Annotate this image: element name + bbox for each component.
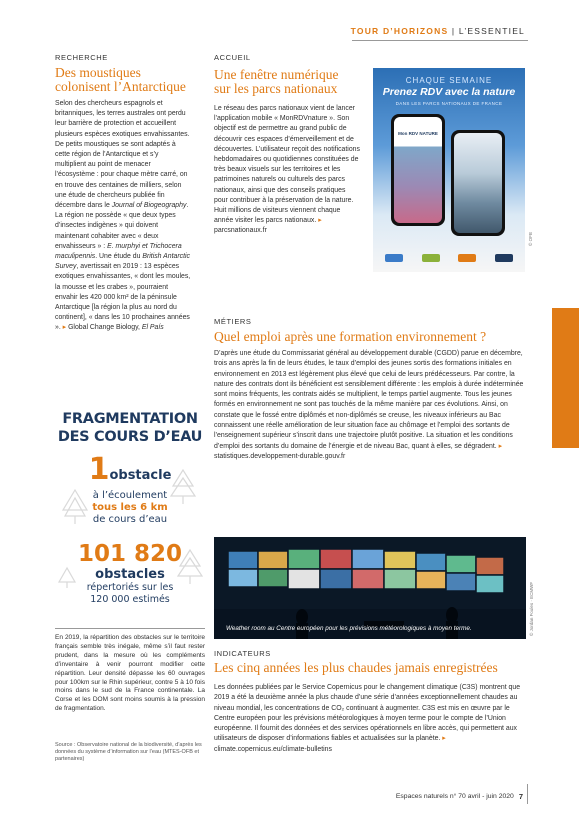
- recherche-body-p3: . Une étude du: [95, 253, 141, 261]
- accueil-title-line2: sur les parcs nationaux: [214, 81, 338, 96]
- accueil-body: Le réseau des parcs nationaux vient de lancer l’application mobile « MonRDVnature ». Son objectif est de permettre au grand public de découvrir ces espaces d’émerveillement et de découvertes. L’utilisateur reçoit des notifications hebdomadaires ou quotidiennes constituées de très beaux visuels sur les territoires et les patrimoines naturels ou culturels des parcs nationaux, ainsi que des conseils pratiques pour contribuer à la préservation de la nature. Huit millions de visiteurs viennent chaque année visiter les parcs nationaux. ▸ parcsnationaux.fr: [214, 105, 360, 235]
- stat1-line3: tous les 6 km: [92, 502, 168, 513]
- stat2: [55, 541, 205, 606]
- infographic-body: En 2019, la répartition des obstacles sur le territoire français semble très inégale, même s’il faut rester prudent, dans la mesure où les compléments d’inventaire à venir pourront modifier cette répartition. Leur densité dépasse les 60 ouvrages pour 100km sur le Rhin supérieur, contre 5 à 10 fois moins dans le sud de la France continentale. La Corse et les DOM sont moins soumis à la pression de fragmentation.: [55, 634, 205, 713]
- metiers-body: D’après une étude du Commissariat général au développement durable (CGDD) parue en décembre, trois ans après la fin de leurs études, le taux d’emploi des jeunes sortis des formations initiales en environnement en 2013 est légèrement plus élevé que celui de leurs prédécesseurs. Par contre, la nature des contrats dont ils bénéficient est sensiblement différente : les emplois à durée indéterminée sont moins fréquents, les contrats aidés se multiplient, le temps partiel augmente. Tous les jeunes formés en environnement ne sont pas touchés de la même manière par ces évolutions. Ainsi, on constate que le fossé entre diplômés et non-diplômés se creuse, les niveaux inférieurs au Bac connaissent une réelle amélioration de leur situation face au chômage et l’emploi des sortants de l’enseignement supérieur s’inscrit dans une trajectoire plutôt positive. La situation et les conditions d’emploi des sortants du domaine de l’énergie et de niveau Bac, quant à elles, se dégradent. ▸ statistiques.developpement-durable.gouv.fr: [214, 350, 524, 460]
- photo-caption: Weather room au Centre européen pour les prévisions météorologiques à moyen terme.: [226, 625, 472, 632]
- header-subsection: L’ESSENTIEL: [458, 26, 525, 36]
- recherche-title: [55, 66, 191, 94]
- metiers-title: Quel emploi après une formation environnement ?: [214, 329, 487, 344]
- stat2-word: obstacles: [95, 567, 165, 582]
- poster-line1: CHAQUE SEMAINE: [405, 76, 493, 85]
- phone-mockup-left: [391, 114, 445, 226]
- recherche-body-p1: Selon des chercheurs espagnols et britanniques, les terres australes ont perdu leur barrière de protection et accueillent plusieurs espèces exotiques envahissantes. De petits moustiques se sont adaptés à cette région de l’Antarctique et s’y multiplient au point de menacer l’écosystème : pour chaque mètre carré, on en trouve des centaines de milliers, selon une étude de chercheurs publiée fin décembre dans le: [55, 100, 190, 210]
- metiers-body-text: D’après une étude du Commissariat général au développement durable (CGDD) parue en décembre, trois ans après la fin de leurs études, le taux d’emploi des jeunes sortis des formations initiales en environnement en 2013 est légèrement plus élevé que celui de leurs prédécesseurs. Par contre, la nature des contrats dont ils bénéficient est sensiblement différente : les emplois à durée indéterminée sont moins fréquents, les contrats aidés se multiplient, le temps partiel augmente. Tous les jeunes formés en environnement ne sont pas touchés de la même manière par ces évolutions. Ainsi, on constate que le fossé entre diplômés et non-diplômés se creuse, les niveaux inférieurs au Bac connaissent une réelle amélioration de leur situation face au chômage et l’emploi des sortants de l’enseignement supérieur s’inscrit dans une trajectoire plutôt positive. La situation et les conditions d’emploi des sortants du domaine de l’énergie et de niveau Bac, quant à elles, se dégradent.: [214, 350, 524, 450]
- page-header: [351, 26, 525, 36]
- infographic-title-line1: FRAGMENTATION: [62, 411, 198, 427]
- weather-room-photo: [214, 537, 526, 639]
- recherche-body-p4: , avertissait en 2019 : 13 espèces exotiques envahissantes, « dont les moules, la mousse et les crabes », pourraient envahir les 420 000 km² de la péninsule Antarctique [la région la plus au nord du continent], « dans les 10 prochaines années ».: [55, 263, 191, 332]
- stat1-line2: à l’écoulement: [92, 490, 168, 501]
- indicateurs-body: Les données publiées par le Service Copernicus pour le changement climatique (C3S) montrent que 2019 a été la deuxième année la plus chaude d’une série d’années exceptionnellement chaudes au niveau mondial, les concentrations de CO₂ continuant à augmenter. C3S est mis en œuvre par le Centre européen pour les prévisions météorologiques à moyen terme pour le compte de l’Union européenne. Il fournit des données et des services opérationnels en libre accès, qui permettent aux utilisateurs de disposer d’informations fiables et actualisées sur la planète. ▸ climate.copernicus.eu/climate-bulletins: [214, 684, 521, 753]
- stat2-line2: répertoriés sur les: [86, 582, 174, 593]
- infographic-title: [55, 410, 205, 446]
- infographic-source: Source : Observatoire national de la biodiversité, d’après les données du système d’information sur l’eau (MTES-OFB et partenaires): [55, 742, 202, 762]
- accueil-kicker: ACCUEIL: [214, 53, 251, 62]
- accueil-title-line1: Une fenêtre numérique: [214, 67, 339, 82]
- infographic-title-line2: DES COURS D’EAU: [57, 429, 203, 445]
- stat1: [55, 452, 205, 526]
- article-indicateurs: [214, 649, 526, 755]
- footer-magazine: Espaces naturels n° 70 avril - juin 2020: [395, 793, 514, 800]
- copernicus-link[interactable]: climate.copernicus.eu/climate-bulletins: [214, 745, 332, 753]
- recherche-survey: British Antarctic Survey: [55, 253, 190, 271]
- poster-logos: [385, 252, 513, 264]
- phone-mockup-right: [451, 130, 505, 236]
- infographic-rule: [55, 628, 205, 629]
- poster-app-name: Mon RDV NATURE: [398, 131, 438, 136]
- poster-line2: Prenez RDV avec la nature: [382, 86, 516, 98]
- recherche-journal: Journal of Biogeography: [111, 202, 187, 210]
- article-recherche: [55, 53, 191, 334]
- recherche-title-line2: colonisent l’Antarctique: [55, 79, 186, 94]
- side-tab: [552, 308, 579, 448]
- header-rule: [352, 40, 528, 41]
- indicateurs-kicker: INDICATEURS: [214, 649, 271, 658]
- stat1-word: obstacle: [109, 468, 172, 483]
- footer-rule: [527, 784, 528, 804]
- photo-credit: © Jordan Foules · ECMWF: [529, 581, 534, 636]
- infographic-block: [55, 400, 205, 625]
- video-wall: [214, 537, 526, 639]
- article-accueil: [214, 53, 360, 237]
- accueil-title: [214, 68, 360, 96]
- poster-line3: DANS LES PARCS NATIONAUX DE FRANCE: [395, 101, 503, 106]
- article-metiers: [214, 317, 524, 462]
- header-section: TOUR D’HORIZONS: [350, 26, 449, 36]
- footer-page-number: 7: [518, 792, 523, 801]
- stat2-number: 101 820: [77, 541, 183, 567]
- page-footer: [396, 792, 523, 801]
- stat1-line4: de cours d’eau: [92, 514, 168, 525]
- recherche-species: E. murphyi et Trichocera maculipennis: [55, 242, 182, 261]
- recherche-source: Global Change Biology,: [68, 324, 140, 332]
- stat1-number: 1: [88, 452, 110, 487]
- stat2-line3: 120 000 estimés: [90, 594, 170, 605]
- accueil-body-text: Le réseau des parcs nationaux vient de lancer l’application mobile « MonRDVnature ». Son objectif est de permettre au grand public de découvrir ces espaces d’émerveillement et de découvertes. L’utilisateur reçoit des notifications hebdomadaires ou quotidiennes constituées de très beaux visuels sur les territoires et les patrimoines naturels ou culturels des parcs nationaux, ainsi que des conseils pratiques pour contribuer à la préservation de la nature. Huit millions de visiteurs viennent chaque année visiter les parcs nationaux.: [214, 105, 360, 225]
- recherche-title-line1: Des moustiques: [55, 65, 141, 80]
- poster-credit: © OFB: [528, 232, 533, 246]
- app-poster: [373, 68, 525, 272]
- parcsnationaux-link[interactable]: parcsnationaux.fr: [214, 227, 267, 235]
- recherche-body-p2: . La région ne possède « que deux types d’insectes indigènes » qui doivent maintenant cohabiter avec « deux envahisseurs » :: [55, 202, 189, 250]
- header-separator: |: [451, 26, 456, 36]
- indicateurs-title: Les cinq années les plus chaudes jamais enregistrées: [214, 660, 498, 675]
- indicateurs-body-text: Les données publiées par le Service Copernicus pour le changement climatique (C3S) montrent que 2019 a été la deuxième année la plus chaude d’une série d’années exceptionnellement chaudes au niveau mondial, les concentrations de CO₂ continuant à augmenter. C3S est mis en œuvre par le Centre européen pour les prévisions météorologiques à moyen terme pour le compte de l’Union européenne. Il fournit des données et des services opérationnels en libre accès, qui permettent aux utilisateurs de disposer d’informations fiables et actualisées sur la planète.: [214, 684, 521, 743]
- metiers-kicker: MÉTIERS: [214, 317, 252, 326]
- recherche-body: Selon des chercheurs espagnols et britanniques, les terres australes ont perdu leur barrière de protection et accueillent plusieurs espèces exotiques envahissantes. De petits moustiques se sont adaptés à cette région de l’Antarctique et s’y multiplient au point de menacer l’écosystème : pour chaque mètre carré, on en trouve des centaines de milliers, selon une étude de chercheurs publiée fin décembre dans le Journal of Biogeography. La région ne possède « que deux types d’insectes indigènes » qui doivent maintenant cohabiter avec « deux envahisseurs » : E. murphyi et Trichocera maculipennis. Une étude du British Antarctic Survey, avertissait en 2019 : 13 espèces exotiques envahissantes, « dont les moules, la mousse et les crabes », pourraient envahir les 420 000 km² de la péninsule Antarctique [la région la plus au nord du continent], « dans les 10 prochaines années ». ▸ Global Change Biology, El País: [55, 100, 191, 332]
- recherche-kicker: RECHERCHE: [55, 53, 108, 62]
- statistiques-link[interactable]: statistiques.developpement-durable.gouv.fr: [214, 452, 346, 460]
- recherche-source2: El País: [141, 324, 164, 332]
